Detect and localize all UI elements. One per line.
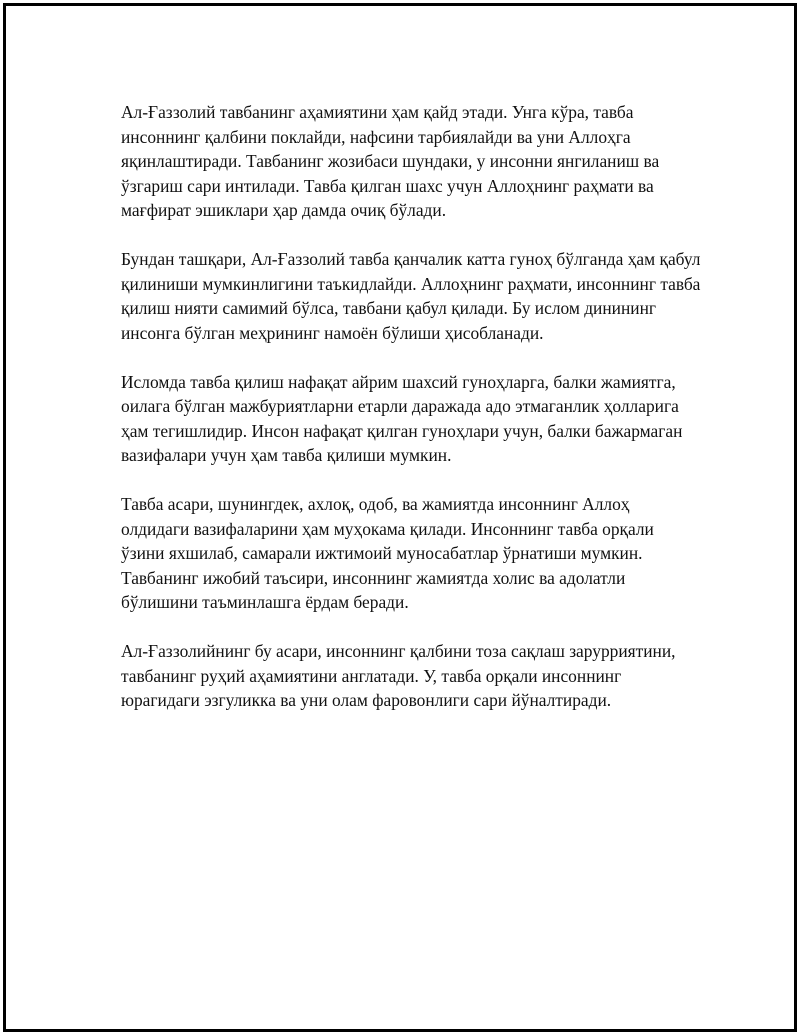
- paragraph-1: Ал-Ғаззолий тавбанинг аҳамиятини ҳам қайд этади. Унга кўра, тавба инсоннинг қалбини поклайди, нафсини тарбиялайди ва уни Аллоҳга яқинлаштиради. Тавбанинг жозибаси шундаки, у инсонни янгиланиш ва ўзгариш сари интилади. Тавба қилган шахс учун Аллоҳнинг раҳмати ва мағфират эшиклари ҳар дамда очиқ бўлади.: [121, 102, 660, 220]
- page-frame: [3, 3, 797, 1032]
- paragraph-3: Исломда тавба қилиш нафақат айрим шахсий гуноҳларга, балки жамиятга, оилага бўлган мажбуриятларни етарли даражада адо этмаганлик ҳолларига ҳам тегишлидир. Инсон нафақат қилган гуноҳлари учун, балки бажармаган вазифалари учун ҳам тавба қилиши мумкин.: [121, 371, 683, 465]
- document-body: [121, 100, 701, 737]
- paragraph-2: Бундан ташқари, Ал-Ғаззолий тавба қанчалик катта гуноҳ бўлганда ҳам қабул қилиниши мумкинлигини таъкидлайди. Аллоҳнинг раҳмати, инсоннинг тавба қилиш нияти самимий бўлса, тавбани қабул қилади. Бу ислом динининг инсонга бўлган меҳрининг намоён бўлиши ҳисобланади.: [121, 249, 701, 343]
- paragraph-4: Тавба асари, шунингдек, ахлоқ, одоб, ва жамиятда инсоннинг Аллоҳ олдидаги вазифаларини ҳам муҳокама қилади. Инсоннинг тавба орқали ўзини яхшилаб, самарали ижтимоий муносабатлар ўрнатиши мумкин. Тавбанинг ижобий таъсири, инсоннинг жамиятда холис ва адолатли бўлишини таъминлашга ёрдам беради.: [121, 494, 654, 612]
- paragraph-5: Ал-Ғаззолийнинг бу асари, инсоннинг қалбини тоза сақлаш зарурриятини, тавбанинг руҳий аҳамиятини англатади. У, тавба орқали инсоннинг юрагидаги эзгуликка ва уни олам фаровонлиги сари йўналтиради.: [121, 641, 676, 710]
